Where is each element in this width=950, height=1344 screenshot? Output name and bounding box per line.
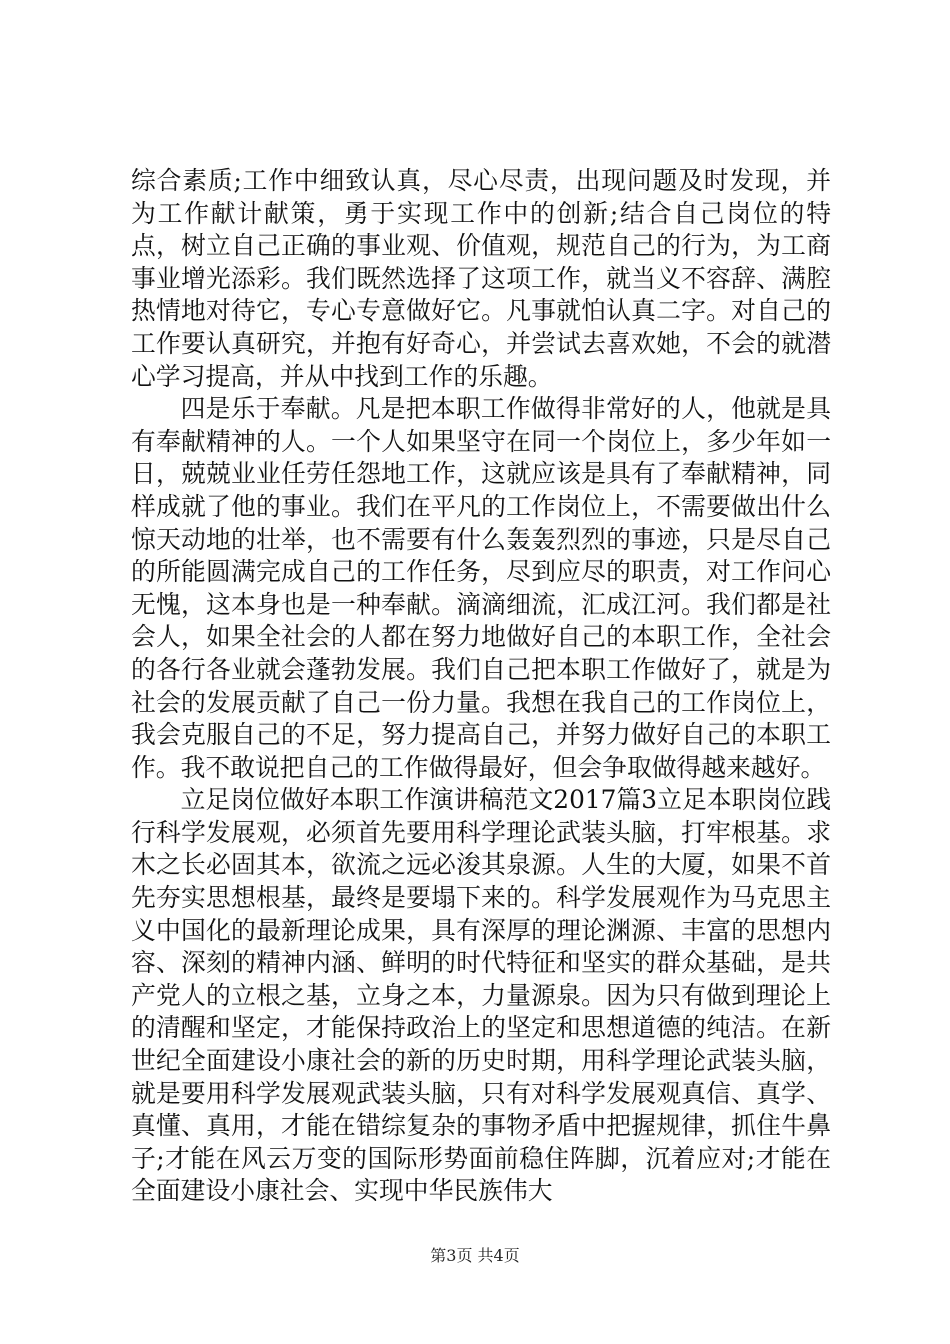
paragraph-dedication: 四是乐于奉献。凡是把本职工作做得非常好的人，他就是具有奉献精神的人。一个人如果坚守在同一个岗位上，多少年如一日，兢兢业业任劳任怨地工作，这就应该是具有了奉献精神，同样成就了他的事业。我们在平凡的工作岗位上，不需要做出什么惊天动地的壮举，也不需要有什么轰轰烈烈的事迹，只是尽自己的所能圆满完成自己的工作任务，尽到应尽的职责，对工作问心无愧，这本身也是一种奉献。滴滴细流，汇成江河。我们都是社会人，如果全社会的人都在努力地做好自己的本职工作，全社会的各行各业就会蓬勃发展。我们自己把本职工作做好了，就是为社会的发展贡献了自己一份力量。我想在我自己的工作岗位上，我会克服自己的不足，努力提高自己，并努力做好自己的本职工作。我不敢说把自己的工作做得最好，但会争取做得越来越好。 <box>131 394 831 782</box>
document-body <box>131 165 831 1208</box>
page-number-footer: 第3页 共4页 <box>430 1246 520 1265</box>
paragraph-speech-3: 立足岗位做好本职工作演讲稿范文2017篇3立足本职岗位践行科学发展观，必须首先要用科学理论武装头脑，打牢根基。求木之长必固其本，欲流之远必浚其泉源。人生的大厦，如果不首先夯实思想根基，最终是要塌下来的。科学发展观作为马克思主义中国化的最新理论成果，具有深厚的理论渊源、丰富的思想内容、深刻的精神内涵、鲜明的时代特征和坚实的群众基础，是共产党人的立根之基，立身之本，力量源泉。因为只有做到理论上的清醒和坚定，才能保持政治上的坚定和思想道德的纯洁。在新世纪全面建设小康社会的新的历史时期，用科学理论武装头脑，就是要用科学发展观武装头脑，只有对科学发展观真信、真学、真懂、真用，才能在错综复杂的事物矛盾中把握规律，抓住牛鼻子;才能在风云万变的国际形势面前稳住阵脚，沉着应对;才能在全面建设小康社会、实现中华民族伟大 <box>131 785 831 1206</box>
paragraph-continued: 综合素质;工作中细致认真，尽心尽责，出现问题及时发现，并为工作献计献策，勇于实现工作中的创新;结合自己岗位的特点，树立自己正确的事业观、价值观，规范自己的行为，为工商事业增光添彩。我们既然选择了这项工作，就当义不容辞、满腔热情地对待它，专心专意做好它。凡事就怕认真二字。对自己的工作要认真研究，并抱有好奇心，并尝试去喜欢她，不会的就潜心学习提高，并从中找到工作的乐趣。 <box>131 166 831 391</box>
